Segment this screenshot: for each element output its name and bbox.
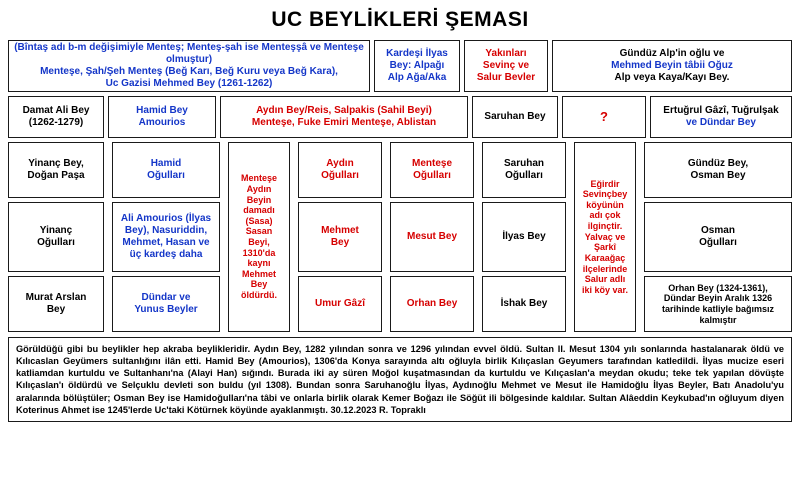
umur-gazi-label: Umur Gâzî	[314, 298, 365, 310]
mentese-ogullari	[390, 142, 474, 198]
ali-amourios-line-1: Ali Amourios (İlyas	[120, 213, 212, 225]
mentese-header-line-2: Menteşe, Şah/Şeh Menteş (Beğ Karı, Beğ Kuru veya Beğ Kara),	[40, 66, 338, 77]
orhan-note-line-3: tarihinde katliyle bağımsız	[661, 304, 775, 314]
ertugrul-gazi	[650, 96, 792, 138]
egirdir-sevincbey-note	[574, 142, 636, 332]
murat-arslan-bey-line-2: Bey	[46, 304, 66, 315]
ishak-bey	[482, 276, 566, 332]
orhan-bey	[390, 276, 474, 332]
damat-ali-bey-line-1: Damat Ali Bey	[22, 105, 90, 117]
germiyan-header	[552, 40, 792, 92]
yinanc-ogullari-line-2: Oğulları	[37, 237, 75, 248]
ilyas-bey	[482, 202, 566, 272]
aydin-bey-line-1: Aydın Bey/Reis, Salpakis (Sahil Beyi)	[256, 105, 432, 117]
egirdir-line-6: Yalvaç ve	[584, 231, 626, 242]
hamid-ogullari-line-1: Hamid	[150, 158, 182, 170]
saruhan-ogullari-line-2: Oğulları	[505, 170, 543, 181]
hamid-bey-amourios	[108, 96, 216, 138]
saruhan-ogullari-line-1: Saruhan	[503, 158, 544, 170]
egirdir-line-9: ilçelerinde	[582, 263, 628, 274]
germiyan-header-line-3: Alp veya Kaya/Kayı Bey.	[614, 71, 730, 83]
aydin-bey-line-2: Menteşe, Fuke Emiri Menteşe, Ablistan	[251, 117, 437, 128]
orhan-bey-dundar-note	[644, 276, 792, 332]
dundar-ve-yunus-beyler	[112, 276, 220, 332]
schema-row-2	[8, 96, 792, 138]
yinanc-bey-dogan-pasa	[8, 142, 104, 198]
egirdir-line-2: Sevinçbey	[582, 189, 628, 200]
saruhan-bey	[472, 96, 558, 138]
schema-grid	[8, 40, 792, 332]
egirdir-line-8: Karaağaç	[584, 252, 626, 263]
sasa-line-5: (Sasa)	[245, 215, 273, 226]
ertugrul-gazi-line-1: Ertuğrul Gâzî, Tuğrulşak	[663, 105, 779, 117]
mesut-bey-label: Mesut Bey	[406, 231, 457, 243]
mentese-header-line-3: Uc Gazisi Mehmed Bey (1261-1262)	[105, 77, 273, 89]
mentese-aydin-sasa-column	[228, 142, 290, 332]
egirdir-line-11: iki köy var.	[581, 284, 629, 295]
saruhan-ogullari	[482, 142, 566, 198]
question-cell	[562, 96, 646, 138]
ali-amourios-line-4: üç kardeş daha	[129, 248, 203, 260]
ali-amourios-line-3: Mehmet, Hasan ve	[122, 237, 210, 248]
hamid-bey-line-1: Hamid Bey	[136, 105, 188, 117]
egirdir-line-10: Salur adlı	[584, 274, 626, 285]
sasa-line-10: Mehmet	[241, 268, 276, 279]
ilyas-bey-label: İlyas Bey	[502, 231, 546, 243]
germiyan-header-line-2: Mehmed Beyin tâbii Oğuz	[611, 60, 733, 72]
mehmet-bey	[298, 202, 382, 272]
page-title: UC BEYLİKLERİ ŞEMASI	[271, 8, 529, 31]
saruhan-bey-label: Saruhan Bey	[484, 111, 546, 123]
yinanc-bey-line-2: Doğan Paşa	[27, 170, 85, 181]
sasa-line-6: Sasan	[245, 226, 273, 237]
karesi-header-line-3: Alp Ağa/Aka	[387, 71, 447, 83]
sasa-line-9: kaynı	[247, 258, 271, 269]
saruhan-header-line-2: Sevinç ve	[482, 60, 530, 72]
karesi-header-line-2: Bey: Alpağı	[389, 60, 445, 72]
aydin-ogullari	[298, 142, 382, 198]
karesi-header	[374, 40, 460, 92]
osman-ogullari-line-2: Oğulları	[699, 237, 737, 248]
ali-amourios-ilyas-bey	[112, 202, 220, 272]
mesut-bey	[390, 202, 474, 272]
saruhan-header	[464, 40, 548, 92]
question-mark: ?	[600, 109, 608, 125]
umur-gazi	[298, 276, 382, 332]
yinanc-ogullari	[8, 202, 104, 272]
osman-ogullari	[644, 202, 792, 272]
osman-ogullari-line-1: Osman	[701, 225, 735, 237]
dundar-yunus-line-2: Yunus Beyler	[134, 304, 198, 315]
dundar-yunus-line-1: Dündar ve	[141, 292, 191, 304]
egirdir-line-5: ilginçtir.	[587, 221, 623, 232]
ertugrul-gazi-line-2: ve Dündar Bey	[685, 117, 756, 128]
sasa-line-7: Beyi,	[248, 237, 270, 247]
orhan-note-line-4: kalmıştır	[699, 314, 737, 325]
sasa-line-11: Bey	[250, 279, 268, 290]
egirdir-line-7: Şarkî	[593, 242, 616, 253]
mentese-header-line-1: (Bîntaş adı b-m değişimiyle Menteş; Menteş-şah ise Menteşşâ ve Menteşe olmuştur)	[14, 42, 364, 66]
sasa-line-12: öldürdü.	[240, 290, 277, 301]
mentese-ogullari-line-1: Menteşe	[411, 158, 452, 170]
sasa-line-2: Aydın	[246, 183, 272, 194]
murat-arslan-bey	[8, 276, 104, 332]
saruhan-header-line-1: Yakınları	[485, 48, 527, 60]
sasa-line-1: Menteşe	[240, 173, 277, 184]
aydin-ogullari-line-2: Oğulları	[321, 170, 359, 181]
footnote-text: Görüldüğü gibi bu beylikler hep akraba beylikleridir. Aydın Bey, 1282 yılından sonra ve 1296 yılından evvel öldü. Sultan II. Mesut 1304 yılı sonlarında hastalanarak öldü ve Kılıcaslan Geyümers sultanlığını ilân etti. Hamid Bey (Amourios), 1306'da Konya sarayında altı oğluyla birlik Kılıçaslan Geyumers tarafından katledildi. İlyas mucize eseri katliamdan kurtuldu ve Sultanhanı'na (Alayi Han) sığındı. Burada iki ay süren Moğol kuşatmasından da kurtuldu ve Kılıçaslan'a meydan okudu; teke tek yapılan dövüşte Kılıçaslan'ı öldürdü ve Selçuklu devleti son buldu (yıl 1308). Bundan sonra Saruhanoğlu İlyas, Aydınoğlu Mehmet ve Mesut ile Hamidoğlu İlyas Beyler, Batı Anadolu'yu aralarında bölüştüler; Osman Bey ise Hamidoğulları'na tâbi ve onlarla birlik olarak Kemer Boğazı ile Söğüt ili bölgesinde kaldılar. Sultan Alâeddin Keykubad'ın oğluyum diyen Koterinus Ahmet ise 1245'lerde Uc'taki Kötürnek köyünde ayaklanmıştı. 30.12.2023 R. Topraklı	[8, 337, 792, 422]
yinanc-bey-line-1: Yinanç Bey,	[28, 158, 84, 170]
orhan-bey-label: Orhan Bey	[406, 298, 458, 310]
mehmet-bey-line-1: Mehmet	[321, 225, 359, 237]
ishak-bey-label: İshak Bey	[500, 298, 548, 310]
damat-ali-bey	[8, 96, 104, 138]
murat-arslan-bey-line-1: Murat Arslan	[25, 292, 87, 304]
mentese-header	[8, 40, 370, 92]
germiyan-header-line-1: Gündüz Alp'in oğlu ve	[619, 48, 725, 60]
aydin-bey-reis	[220, 96, 468, 138]
schema-body	[8, 142, 792, 332]
damat-ali-bey-line-2: (1262-1279)	[28, 117, 84, 128]
orhan-note-line-2: Dündar Beyin Aralık 1326	[663, 293, 773, 304]
saruhan-header-line-3: Salur Bevler	[476, 71, 536, 83]
aydin-ogullari-line-1: Aydın	[326, 158, 354, 170]
gunduz-bey-line-2: Osman Bey	[690, 170, 746, 181]
hamid-ogullari-line-2: Oğulları	[147, 170, 185, 181]
yinanc-ogullari-line-1: Yinanç	[39, 225, 73, 237]
hamid-bey-line-2: Amourios	[138, 117, 186, 128]
mentese-ogullari-line-2: Oğulları	[413, 170, 451, 181]
gunduz-bey-line-1: Gündüz Bey,	[687, 158, 749, 170]
sasa-line-3: Beyin	[246, 194, 272, 205]
egirdir-line-4: adı çok	[589, 210, 621, 221]
ali-amourios-line-2: Bey), Nasuriddin,	[124, 225, 208, 237]
sasa-line-4: damadı	[243, 205, 275, 216]
egirdir-line-1: Eğirdir	[590, 178, 620, 189]
gunduz-bey-osman-bey	[644, 142, 792, 198]
egirdir-line-3: köyünün	[586, 199, 624, 210]
schema-row-1	[8, 40, 792, 92]
mehmet-bey-line-2: Bey	[330, 237, 350, 248]
hamid-ogullari	[112, 142, 220, 198]
sasa-line-8: 1310'da	[242, 247, 276, 258]
karesi-header-line-1: Kardeşi İlyas	[386, 48, 448, 60]
orhan-note-line-1: Orhan Bey (1324-1361),	[668, 282, 768, 293]
